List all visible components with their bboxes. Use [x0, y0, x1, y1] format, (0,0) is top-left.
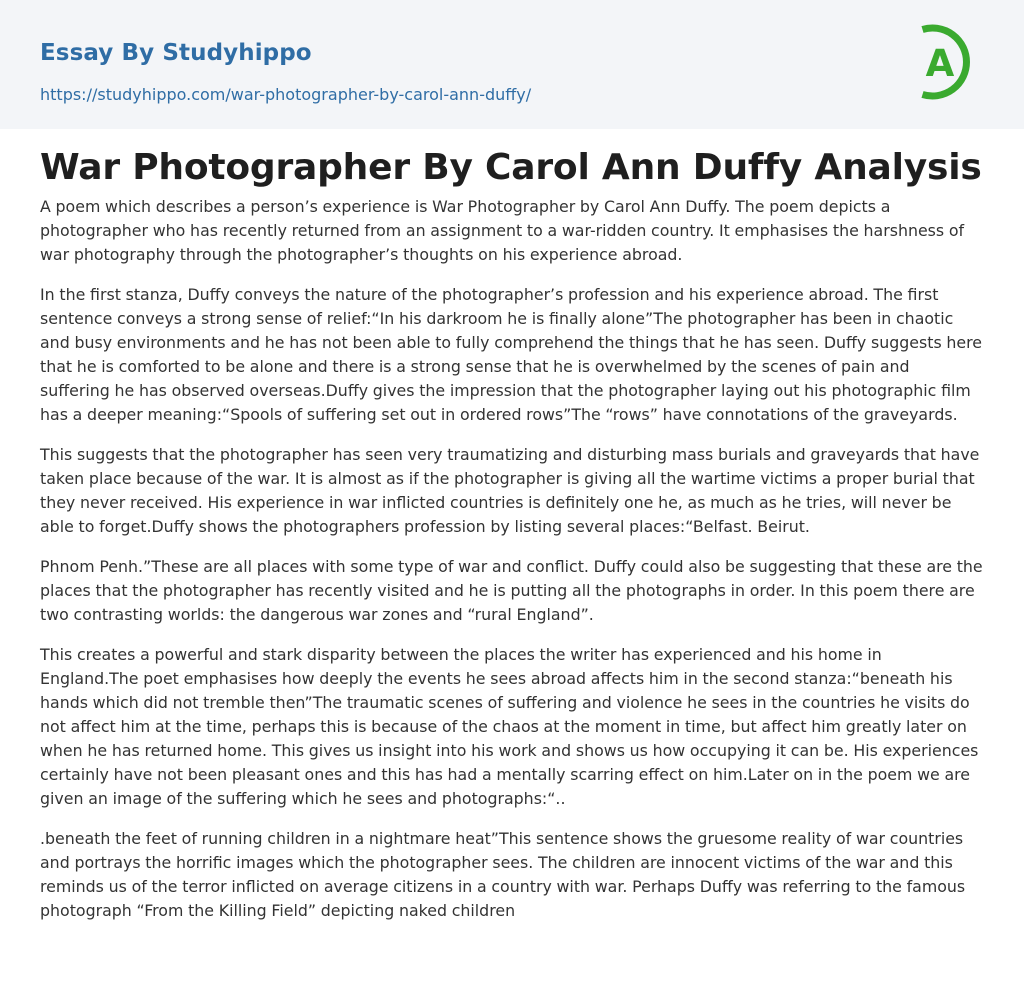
paragraph-3: This suggests that the photographer has seen very traumatizing and disturbing mass burials and graveyards that have taken place because of the war. It is almost as if the photographer is giving all the wartime victims a proper burial that they never received. His experience in war inflicted countries is definitely one he, as much as he tries, will never be able to forget.Duffy shows the photographers profession by listing several places:“Belfast. Beirut. [40, 445, 980, 536]
page-title: War Photographer By Carol Ann Duffy Analysis [40, 147, 982, 188]
article [0, 129, 1024, 923]
logo-letter: A [925, 42, 955, 85]
studyhippo-logo-icon[interactable] [914, 20, 985, 104]
paragraph-1: A poem which describes a person’s experience is War Photographer by Carol Ann Duffy. The poem depicts a photographer who has recently returned from an assignment to a war-ridden country. It emphasises the harshness of war photography through the photographer’s thoughts on his experience abroad. [40, 197, 965, 264]
paragraph-4: Phnom Penh.”These are all places with some type of war and conflict. Duffy could also be suggesting that these are the places that the photographer has recently visited and he is putting all the photographs in order. In this poem there are two contrasting worlds: the dangerous war zones and “rural England”. [40, 557, 983, 624]
paragraph-5: This creates a powerful and stark disparity between the places the writer has experienced and his home in England.The poet emphasises how deeply the events he sees abroad affects him in the second stanza:“beneath his hands which did not tremble then”The traumatic scenes of suffering and violence he sees in the countries he visits do not affect him at the time, perhaps this is because of the chaos at the moment in time, but affect him greatly later on when he has returned home. This gives us insight into his work and shows us how occupying it can be. His experiences certainly have not been pleasant ones and this has had a mentally scarring effect on him.Later on in the poem we are given an image of the suffering which he sees and photographs:“.. [40, 645, 979, 808]
site-header [0, 0, 1024, 129]
site-brand-title[interactable]: Essay By Studyhippo [40, 40, 312, 66]
paragraph-6: .beneath the feet of running children in a nightmare heat”This sentence shows the gruesome reality of war countries and portrays the horrific images which the photographer sees. The children are innocent victims of the war and this reminds us of the terror inflicted on average citizens in a country with war. Perhaps Duffy was referring to the famous photograph “From the Killing Field” depicting naked children [40, 829, 966, 920]
paragraph-2: In the first stanza, Duffy conveys the nature of the photographer’s profession and his experience abroad. The first sentence conveys a strong sense of relief:“In his darkroom he is finally alone”The photographer has been in chaotic and busy environments and he has not been able to fully comprehend the things that he has seen. Duffy suggests here that he is comforted to be alone and there is a strong sense that he is overwhelmed by the scenes of pain and suffering he has observed overseas.Duffy gives the impression that the photographer laying out his photographic film has a deeper meaning:“Spools of suffering set out in ordered rows”The “rows” have connotations of the graveyards. [40, 285, 982, 424]
source-url-link[interactable]: https://studyhippo.com/war-photographer-by-carol-ann-duffy/ [40, 85, 532, 104]
